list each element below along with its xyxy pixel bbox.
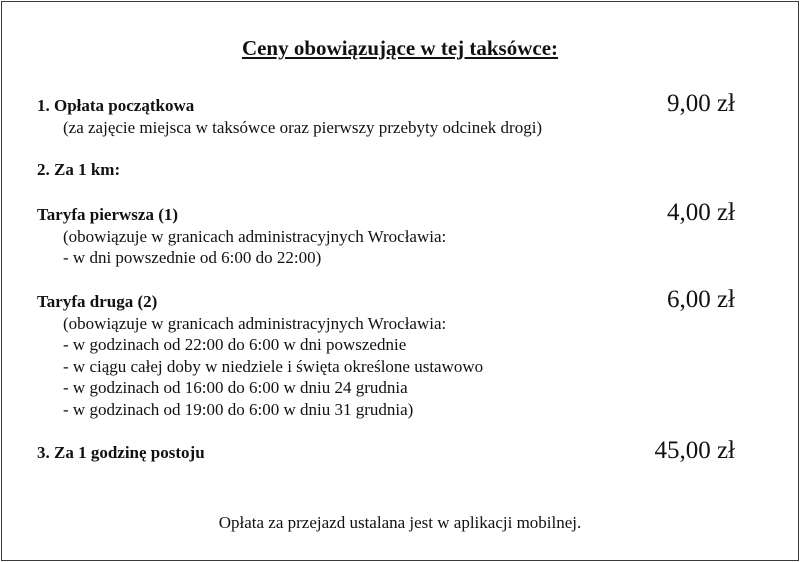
tariff1-price: 4,00 zł: [666, 199, 735, 226]
tariff2-line: - w ciągu całej doby w niedziele i święta określone ustawowo: [63, 357, 484, 376]
tariff2-line: - w godzinach od 16:00 do 6:00 w dniu 24 grudnia: [63, 378, 408, 397]
footer-note: Opłata za przejazd ustalana jest w aplikacji mobilnej.: [218, 513, 582, 532]
tariff2-line: - w godzinach od 19:00 do 6:00 w dniu 31 grudnia): [63, 400, 414, 419]
tariff1-line: (obowiązuje w granicach administracyjnych Wrocławia:: [63, 227, 447, 246]
tariff2-line: - w godzinach od 22:00 do 6:00 w dni powszednie: [63, 335, 407, 354]
tariff2-price: 6,00 zł: [666, 286, 735, 313]
page-title: Ceny obowiązujące w tej taksówce:: [241, 36, 559, 60]
initial-fee-price: 9,00 zł: [666, 90, 735, 117]
tariff2-heading: Taryfa druga (2): [37, 292, 158, 311]
tariff2-line: (obowiązuje w granicach administracyjnych Wrocławia:: [63, 314, 447, 333]
tariff1-line: - w dni powszednie od 6:00 do 22:00): [63, 248, 322, 267]
waiting-fee-heading: 3. Za 1 godzinę postoju: [37, 443, 205, 462]
initial-fee-note: (za zajęcie miejsca w taksówce oraz pierwszy przebyty odcinek drogi): [63, 118, 543, 137]
initial-fee-heading: 1. Opłata początkowa: [37, 96, 195, 115]
per-km-heading: 2. Za 1 km:: [37, 160, 121, 179]
price-list-document: [1, 1, 799, 561]
tariff1-heading: Taryfa pierwsza (1): [37, 205, 179, 224]
waiting-fee-price: 45,00 zł: [654, 437, 735, 464]
